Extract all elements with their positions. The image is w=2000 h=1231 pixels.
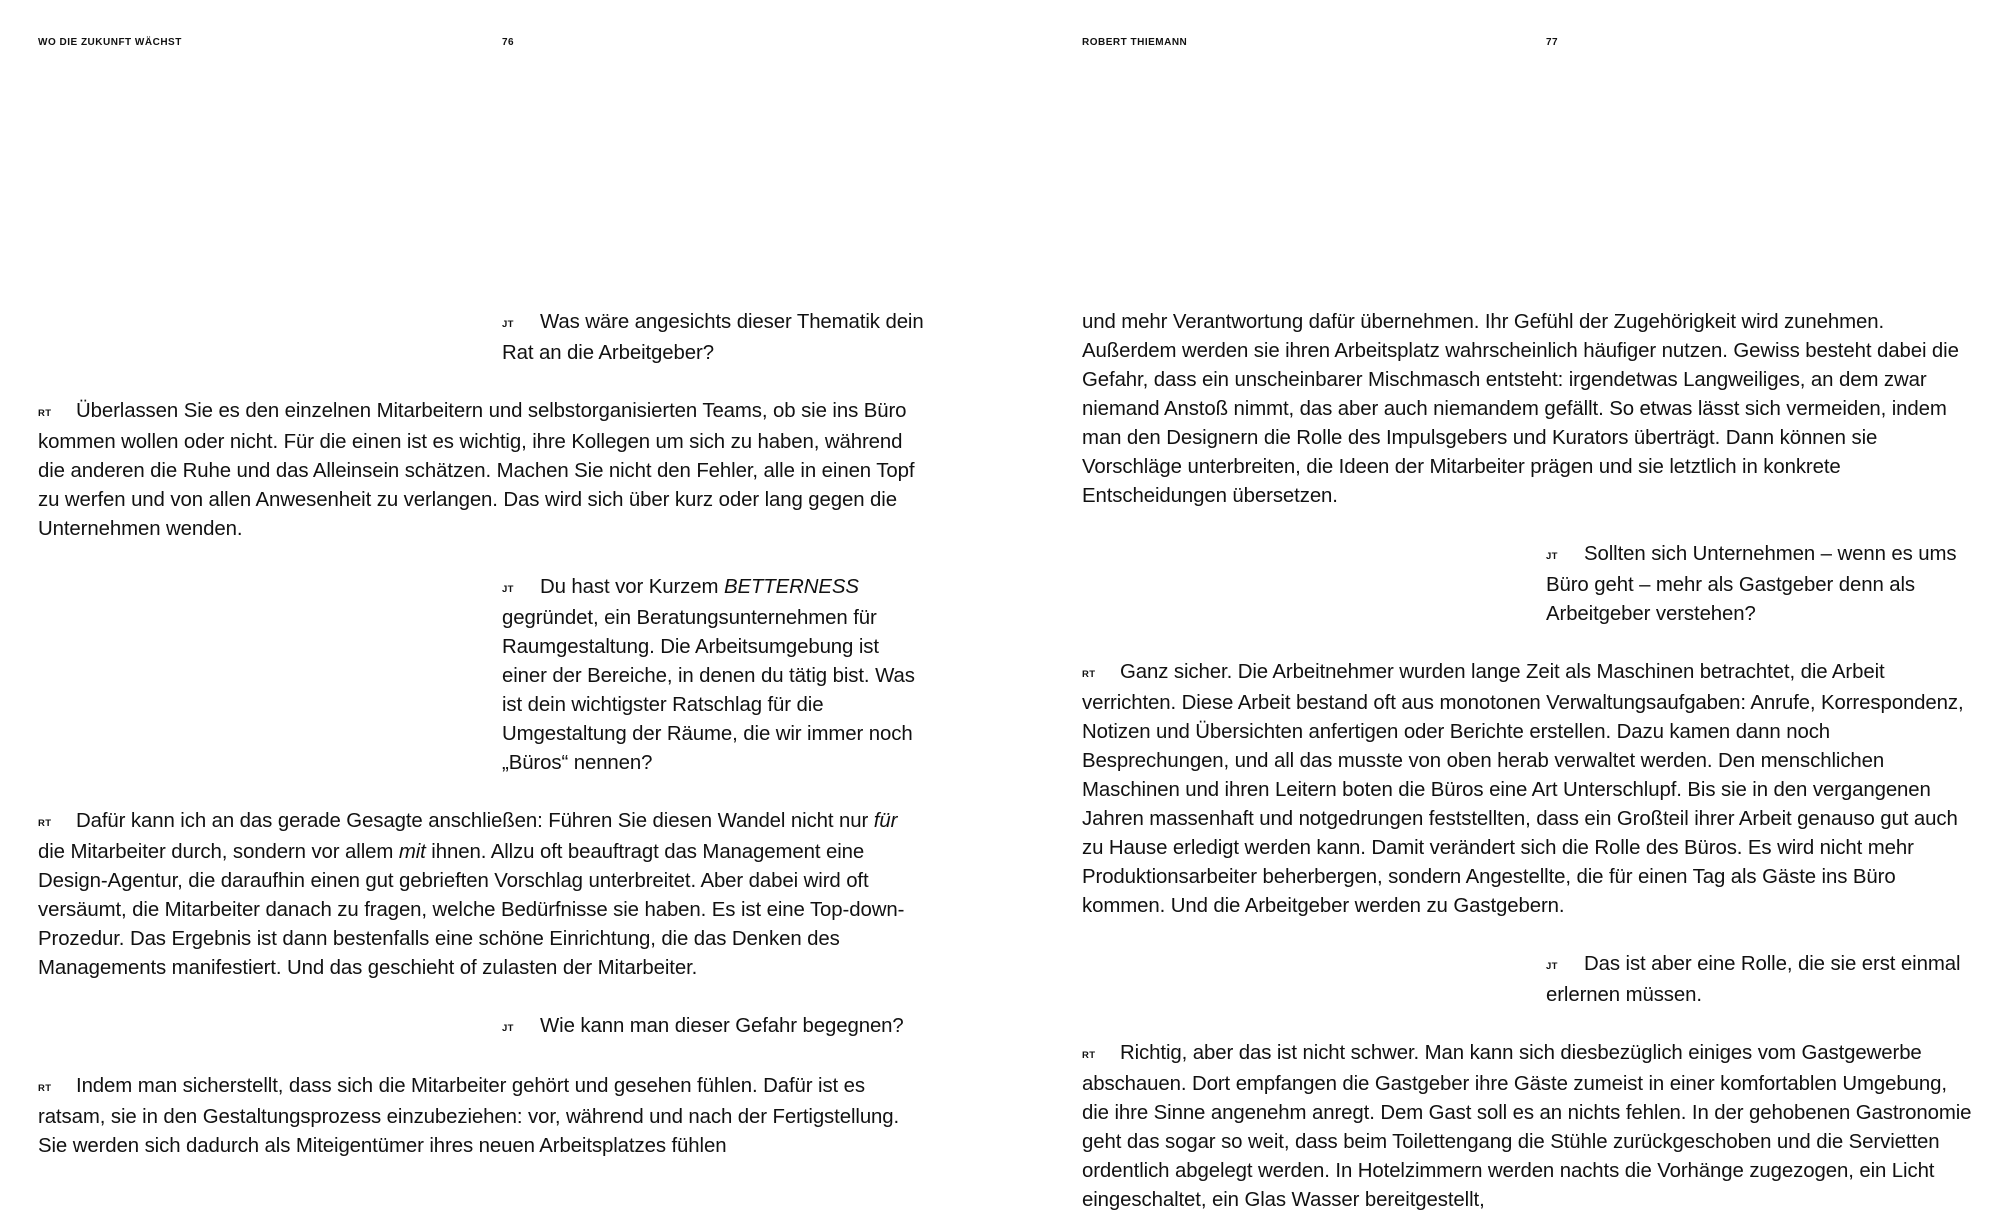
answer-text: Richtig, aber das ist nicht schwer. Man kann sich diesbezüglich einiges vom Gastgewerbe abschauen. Dort empfangen die Gastgeber ihre Gäste zumeist in einer komfortablen Umgebung, die ihre Sinne angenehm anregt. Dem Gast soll es an nichts fehlen. In der gehobenen Gastronomie geht das sogar so weit, dass beim Toilettengang die Stühle zurückgeschoben und die Servietten ordentlich abgelegt werden. In Hotelzimmern werden nachts die Vorhänge zugezogen, ein Licht eingeschaltet, ein Glas Wasser bereitgestellt, xyxy=(1082,1042,1972,1211)
question-text: Sollten sich Unternehmen – wenn es ums Büro geht – mehr als Gastgeber denn als Arbeitgeber verstehen? xyxy=(1546,543,1957,625)
answer-text: ihnen. Allzu oft beauftragt das Management eine Design-Agentur, die daraufhin einen gut gebrieften Vorschlag unterbreitet. Aber dabei wird oft versäumt, die Mitarbeiter danach zu fragen, welche Bedürfnisse sie haben. Es ist eine Top-down-Prozedur. Das Ergebnis ist dann bestenfalls eine schöne Einrichtung, die das Denken des Managements manifestiert. Und das geschieht of zulasten der Mitarbeiter. xyxy=(38,841,905,979)
answer-text: Ganz sicher. Die Arbeitnehmer wurden lange Zeit als Maschinen betrachtet, die Arbeit verrichten. Diese Arbeit bestand oft aus monotonen Verwaltungsaufgaben: Anrufe, Korrespondenz, Notizen und Übersichten anfertigen oder Berichte erstellen. Dazu kamen dann noch Besprechungen, und all das musste von oben herab verwaltet werden. Den menschlichen Maschinen und ihren Leitern boten die Büros eine Art Unterschlupf. Bis sie in den vergangenen Jahren massenhaft und notgedrungen feststellten, dass ein Großteil ihrer Arbeit genauso gut auch zu Hause erledigt werden kann. Damit verändert sich die Rolle des Büros. Es wird nicht mehr Produktionsarbeiter beherbergen, sondern Angestellte, die für einen Tag als Gäste ins Büro kommen. Und die Arbeitgeber werden zu Gastgebern. xyxy=(1082,661,1964,917)
right-page-body xyxy=(1082,308,1972,1215)
question-text: Du hast vor Kurzem xyxy=(540,576,724,598)
question-text: Was wäre angesichts dieser Thematik dein Rat an die Arbeitgeber? xyxy=(502,311,924,364)
interview-question xyxy=(1546,950,1971,1010)
interview-question xyxy=(502,308,927,368)
interview-answer-continued xyxy=(1082,308,1972,511)
speaker-tag: RT xyxy=(38,1083,52,1094)
interview-answer xyxy=(38,807,928,983)
question-text: Wie kann man dieser Gefahr begegnen? xyxy=(540,1015,904,1037)
answer-text: und mehr Verantwortung dafür übernehmen. Ihr Gefühl der Zugehörigkeit wird zunehmen. Außerdem werden sie ihren Arbeitsplatz wahrscheinlich häufiger nutzen. Gewiss besteht dabei die Gefahr, dass ein unscheinbarer Mischmasch entsteht: irgendetwas Langweiliges, an dem zwar niemand Anstoß nimmt, das aber auch niemandem gefällt. So etwas lässt sich vermeiden, indem man den Designern die Rolle des Impulsgebers und Kurators überträgt. Dann können sie Vorschläge unterbreiten, die Ideen der Mitarbeiter prägen und sie letztlich in konkrete Entscheidungen übersetzen. xyxy=(1082,311,1959,507)
speaker-tag: RT xyxy=(38,818,52,829)
running-head-right: ROBERT THIEMANN xyxy=(1082,37,1188,48)
interview-answer xyxy=(1082,658,1972,921)
interview-question xyxy=(502,573,927,778)
emphasis-text: für xyxy=(873,810,898,832)
page-number-right: 77 xyxy=(1546,37,1559,48)
speaker-tag: RT xyxy=(38,408,52,419)
company-name-emphasis: BETTERNESS xyxy=(723,576,859,598)
speaker-tag: JT xyxy=(502,1023,514,1034)
interview-question xyxy=(1546,540,1971,629)
speaker-tag: JT xyxy=(1546,551,1558,562)
question-text: gegründet, ein Beratungsunternehmen für Raumgestaltung. Die Arbeitsumgebung ist einer der Bereiche, in denen du tätig bist. Was ist dein wichtigster Ratschlag für die Umgestaltung der Räume, die wir immer noch „Büros“ nennen? xyxy=(502,607,915,774)
speaker-tag: RT xyxy=(1082,1050,1096,1061)
page-number-left: 76 xyxy=(502,37,515,48)
running-head-left: WO DIE ZUKUNFT WÄCHST xyxy=(38,37,182,48)
speaker-tag: RT xyxy=(1082,669,1096,680)
answer-text: Überlassen Sie es den einzelnen Mitarbeitern und selbstorganisierten Teams, ob sie ins Büro kommen wollen oder nicht. Für die einen ist es wichtig, ihre Kollegen um sich zu haben, während die anderen die Ruhe und das Alleinsein schätzen. Machen Sie nicht den Fehler, alle in einen Topf zu werfen und von allen Anwesenheit zu verlangen. Das wird sich über kurz oder lang gegen die Unternehmen wenden. xyxy=(38,400,915,540)
speaker-tag: JT xyxy=(1546,961,1558,972)
left-page-body xyxy=(38,308,928,1161)
interview-answer xyxy=(38,397,928,544)
answer-text: Indem man sicherstellt, dass sich die Mitarbeiter gehört und gesehen fühlen. Dafür ist es ratsam, sie in den Gestaltungsprozess einzubeziehen: vor, während und nach der Fertigstellung. Sie werden sich dadurch als Miteigentümer ihres neuen Arbeitsplatzes fühlen xyxy=(38,1075,900,1157)
interview-question xyxy=(502,1012,927,1043)
interview-answer xyxy=(1082,1039,1972,1215)
answer-text: Dafür kann ich an das gerade Gesagte anschließen: Führen Sie diesen Wandel nicht nur xyxy=(76,810,874,832)
speaker-tag: JT xyxy=(502,319,514,330)
interview-answer xyxy=(38,1072,928,1161)
emphasis-text: mit xyxy=(398,841,426,863)
speaker-tag: JT xyxy=(502,584,514,595)
answer-text: die Mitarbeiter durch, sondern vor allem xyxy=(38,841,399,863)
question-text: Das ist aber eine Rolle, die sie erst einmal erlernen müssen. xyxy=(1546,953,1961,1006)
